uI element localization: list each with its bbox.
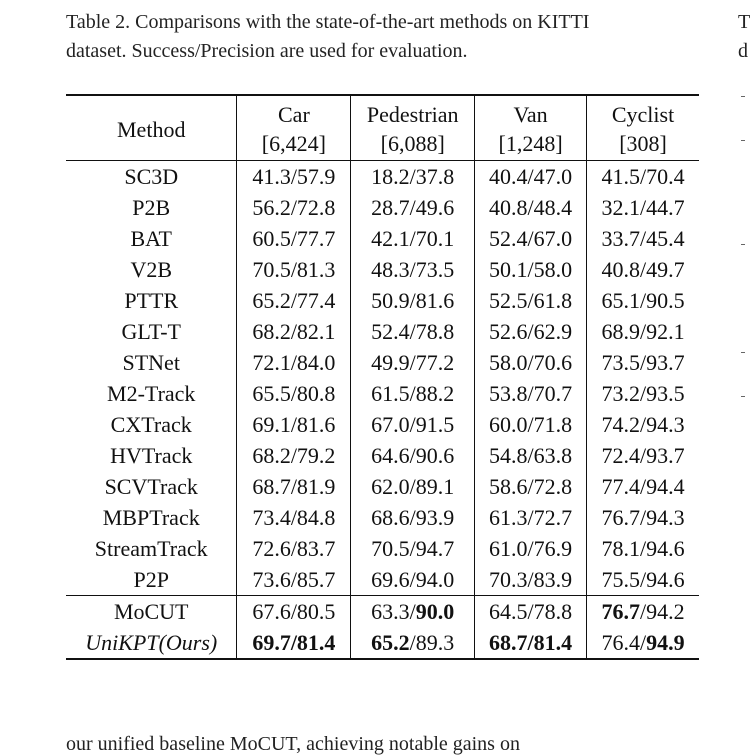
cell-car <box>237 627 351 659</box>
table-row <box>66 502 699 533</box>
table-row <box>66 378 699 409</box>
table-row <box>66 285 699 316</box>
cell-car: 65.2/77.4 <box>237 285 351 316</box>
table-row <box>66 316 699 347</box>
cell-van: 70.3/83.9 <box>475 564 587 596</box>
cell-pedestrian: 42.1/70.1 <box>351 223 475 254</box>
table-row <box>66 223 699 254</box>
cell-pedestrian-success: 65.2 <box>371 630 410 655</box>
cell-cyclist-precision: 94.9 <box>646 630 685 655</box>
cell-van: 64.5/78.8 <box>475 596 587 628</box>
cell-cyclist-success: 76.7 <box>601 599 640 624</box>
cell-van: 53.8/70.7 <box>475 378 587 409</box>
cell-pedestrian-success: 63.3/ <box>371 599 416 624</box>
adjacent-column-letter: T <box>738 11 750 33</box>
cell-car: 73.4/84.8 <box>237 502 351 533</box>
cell-pedestrian <box>351 596 475 628</box>
table-row <box>66 254 699 285</box>
cell-cyclist: 74.2/94.3 <box>601 412 685 437</box>
header-method: Method <box>66 95 237 161</box>
cell-method: MoCUT <box>66 596 237 628</box>
cell-van: 50.1/58.0 <box>475 254 587 285</box>
cell-car: 56.2/72.8 <box>237 192 351 223</box>
cell-cyclist: 65.1/90.5 <box>601 288 685 313</box>
cell-cyclist: 73.5/93.7 <box>601 350 685 375</box>
header-car-name: Car <box>278 102 310 127</box>
table-row <box>66 192 699 223</box>
cell-method: P2B <box>66 192 237 223</box>
adjacent-column-letter: d <box>738 40 748 62</box>
cell-cyclist-success: 76.4/ <box>601 630 647 655</box>
cell-pedestrian: 70.5/94.7 <box>351 533 475 564</box>
table-row-mocut <box>66 596 699 628</box>
header-van <box>475 95 587 161</box>
table-row <box>66 161 699 193</box>
cell-cyclist: 75.5/94.6 <box>601 567 685 592</box>
cell-cyclist: 72.4/93.7 <box>601 443 685 468</box>
cell-cyclist: 76.7/94.3 <box>601 505 685 530</box>
cell-method: UniKPT(Ours) <box>66 627 237 659</box>
adjacent-column-fragment <box>738 8 750 66</box>
cell-van: 60.0/71.8 <box>475 409 587 440</box>
header-pedestrian-name: Pedestrian <box>366 102 459 127</box>
cell-pedestrian: 61.5/88.2 <box>351 378 475 409</box>
header-pedestrian-count: [6,088] <box>380 131 445 156</box>
cell-method: M2-Track <box>66 378 237 409</box>
cell-pedestrian: 68.6/93.9 <box>351 502 475 533</box>
cell-method: P2P <box>66 564 237 596</box>
cell-cyclist: 41.5/70.4 <box>601 164 685 189</box>
cell-cyclist: 68.9/92.1 <box>601 319 685 344</box>
cell-pedestrian-precision: 90.0 <box>415 599 455 624</box>
cell-pedestrian: 62.0/89.1 <box>351 471 475 502</box>
cell-car: 65.5/80.8 <box>237 378 351 409</box>
cell-van-value: 68.7/81.4 <box>489 630 573 655</box>
cell-method: MBPTrack <box>66 502 237 533</box>
cell-pedestrian: 28.7/49.6 <box>351 192 475 223</box>
header-cyclist <box>587 95 699 161</box>
cell-cyclist <box>587 596 699 628</box>
cell-pedestrian: 52.4/78.8 <box>351 316 475 347</box>
cell-pedestrian: 18.2/37.8 <box>351 161 475 193</box>
cell-car: 69.1/81.6 <box>237 409 351 440</box>
cell-cyclist: 78.1/94.6 <box>601 536 685 561</box>
cell-car: 41.3/57.9 <box>237 161 351 193</box>
table-row <box>66 471 699 502</box>
cell-method: BAT <box>66 223 237 254</box>
cell-car: 72.6/83.7 <box>237 533 351 564</box>
header-car <box>237 95 351 161</box>
table-body-proposed <box>66 596 699 660</box>
cell-car: 60.5/77.7 <box>237 223 351 254</box>
cell-car: 68.7/81.9 <box>237 471 351 502</box>
adjacent-column-rule <box>741 396 745 397</box>
cell-method: STNet <box>66 347 237 378</box>
cell-pedestrian: 64.6/90.6 <box>351 440 475 471</box>
cell-van: 54.8/63.8 <box>475 440 587 471</box>
cell-method: SC3D <box>66 161 237 193</box>
cell-cyclist: 73.2/93.5 <box>601 381 685 406</box>
adjacent-column-rule <box>741 96 745 97</box>
cell-van: 61.3/72.7 <box>475 502 587 533</box>
cell-van: 40.4/47.0 <box>475 161 587 193</box>
cell-car-value: 69.7/81.4 <box>252 630 336 655</box>
cell-car: 68.2/79.2 <box>237 440 351 471</box>
cell-pedestrian-precision: /89.3 <box>409 630 455 655</box>
table-header <box>66 95 699 161</box>
cell-pedestrian: 50.9/81.6 <box>351 285 475 316</box>
cell-method: GLT-T <box>66 316 237 347</box>
cell-method: HVTrack <box>66 440 237 471</box>
adjacent-column-rule <box>741 352 745 353</box>
header-cyclist-name: Cyclist <box>611 102 675 127</box>
cell-method: CXTrack <box>66 409 237 440</box>
cell-cyclist: 32.1/44.7 <box>601 195 685 220</box>
caption-line-2: dataset. Success/Precision are used for evaluation. <box>66 40 468 62</box>
table-row <box>66 533 699 564</box>
cell-method: StreamTrack <box>66 533 237 564</box>
cell-van: 52.5/61.8 <box>475 285 587 316</box>
header-van-count: [1,248] <box>498 131 563 156</box>
cell-car: 72.1/84.0 <box>237 347 351 378</box>
table-caption <box>66 8 691 66</box>
cell-van: 58.0/70.6 <box>475 347 587 378</box>
cell-car: 70.5/81.3 <box>237 254 351 285</box>
cell-pedestrian <box>351 627 475 659</box>
cell-pedestrian: 67.0/91.5 <box>351 409 475 440</box>
table-body <box>66 161 699 596</box>
table-row <box>66 409 699 440</box>
cell-method: V2B <box>66 254 237 285</box>
table-row <box>66 440 699 471</box>
header-pedestrian <box>351 95 475 161</box>
cell-van: 58.6/72.8 <box>475 471 587 502</box>
cell-van: 52.4/67.0 <box>475 223 587 254</box>
cell-cyclist: 33.7/45.4 <box>601 226 685 251</box>
cell-van: 52.6/62.9 <box>475 316 587 347</box>
cell-van: 40.8/48.4 <box>475 192 587 223</box>
cell-pedestrian: 48.3/73.5 <box>351 254 475 285</box>
table-row-ours <box>66 627 699 659</box>
cell-cyclist <box>587 627 699 659</box>
cell-car: 68.2/82.1 <box>237 316 351 347</box>
cell-car: 67.6/80.5 <box>237 596 351 628</box>
cell-cyclist: 77.4/94.4 <box>601 474 685 499</box>
results-table <box>66 94 699 660</box>
header-car-count: [6,424] <box>261 131 326 156</box>
adjacent-column-rule <box>741 244 745 245</box>
table-row <box>66 347 699 378</box>
cell-cyclist-precision: /94.2 <box>639 599 685 624</box>
adjacent-column-rule <box>741 140 745 141</box>
cell-van <box>475 627 587 659</box>
table-row <box>66 564 699 596</box>
header-cyclist-count: [308] <box>619 131 667 156</box>
body-text-line: our unified baseline MoCUT, achieving notable gains on <box>66 733 520 755</box>
cell-pedestrian: 69.6/94.0 <box>351 564 475 596</box>
cell-cyclist: 40.8/49.7 <box>601 257 685 282</box>
cell-method: PTTR <box>66 285 237 316</box>
cell-van: 61.0/76.9 <box>475 533 587 564</box>
cell-method: SCVTrack <box>66 471 237 502</box>
header-van-name: Van <box>513 102 548 127</box>
cell-car: 73.6/85.7 <box>237 564 351 596</box>
cell-pedestrian: 49.9/77.2 <box>351 347 475 378</box>
caption-line-1: Table 2. Comparisons with the state-of-the-art methods on KITTI <box>66 11 590 33</box>
